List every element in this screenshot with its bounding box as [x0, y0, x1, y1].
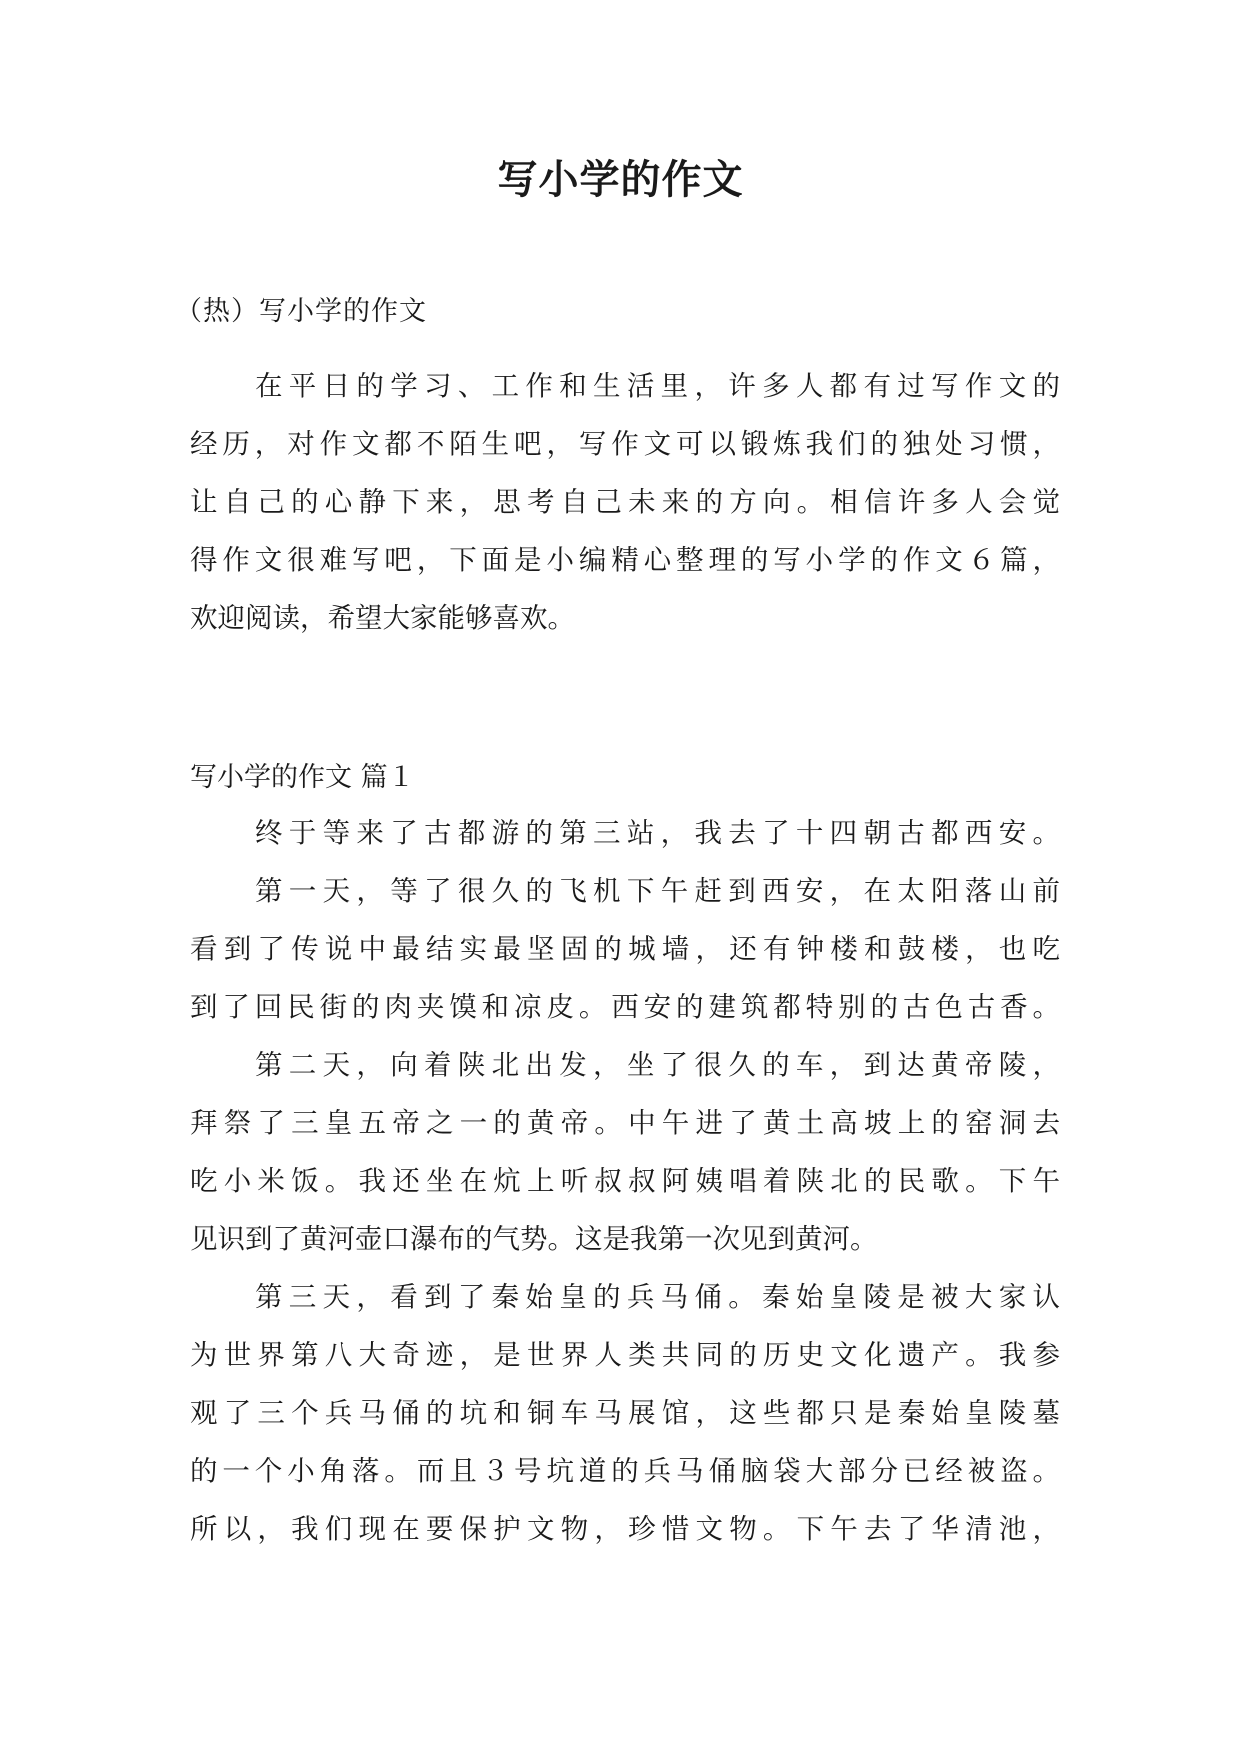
body-line: 第一天，等了很久的飞机下午赶到西安，在太阳落山前	[255, 875, 1060, 907]
document-subtitle: （热）写小学的作文	[175, 296, 427, 327]
body-line: 为世界第八大奇迹，是世界人类共同的历史文化遗产。我参	[190, 1339, 1060, 1371]
body-line: 终于等来了古都游的第三站，我去了十四朝古都西安。	[255, 817, 1060, 849]
body-line: 的一个小角落。而且３号坑道的兵马俑脑袋大部分已经被盗。	[190, 1455, 1060, 1487]
intro-paragraph	[190, 357, 1060, 647]
body-line: 拜祭了三皇五帝之一的黄帝。中午进了黄土高坡上的窑洞去	[190, 1107, 1060, 1139]
section-heading: 写小学的作文 篇１	[190, 762, 415, 793]
intro-line: 得作文很难写吧，下面是小编精心整理的写小学的作文６篇，	[190, 544, 1060, 576]
document-title: 写小学的作文	[497, 156, 744, 203]
body-line: 所以，我们现在要保护文物，珍惜文物。下午去了华清池，	[190, 1513, 1060, 1545]
body-line: 吃小米饭。我还坐在炕上听叔叔阿姨唱着陕北的民歌。下午	[190, 1165, 1060, 1197]
intro-line: 让自己的心静下来，思考自己未来的方向。相信许多人会觉	[190, 486, 1060, 518]
body-line: 见识到了黄河壶口瀑布的气势。这是我第一次见到黄河。	[190, 1223, 878, 1255]
body-line: 第三天，看到了秦始皇的兵马俑。秦始皇陵是被大家认	[255, 1281, 1060, 1313]
body-line: 看到了传说中最结实最坚固的城墙，还有钟楼和鼓楼，也吃	[190, 933, 1060, 965]
intro-line: 在平日的学习、工作和生活里，许多人都有过写作文的	[255, 370, 1060, 402]
body-line: 观了三个兵马俑的坑和铜车马展馆，这些都只是秦始皇陵墓	[190, 1397, 1060, 1429]
essay-body	[190, 804, 1060, 1558]
intro-line: 欢迎阅读，希望大家能够喜欢。	[190, 602, 575, 634]
body-line: 到了回民街的肉夹馍和凉皮。西安的建筑都特别的古色古香。	[190, 991, 1060, 1023]
body-line: 第二天，向着陕北出发，坐了很久的车，到达黄帝陵，	[255, 1049, 1060, 1081]
intro-line: 经历，对作文都不陌生吧，写作文可以锻炼我们的独处习惯，	[190, 428, 1060, 460]
